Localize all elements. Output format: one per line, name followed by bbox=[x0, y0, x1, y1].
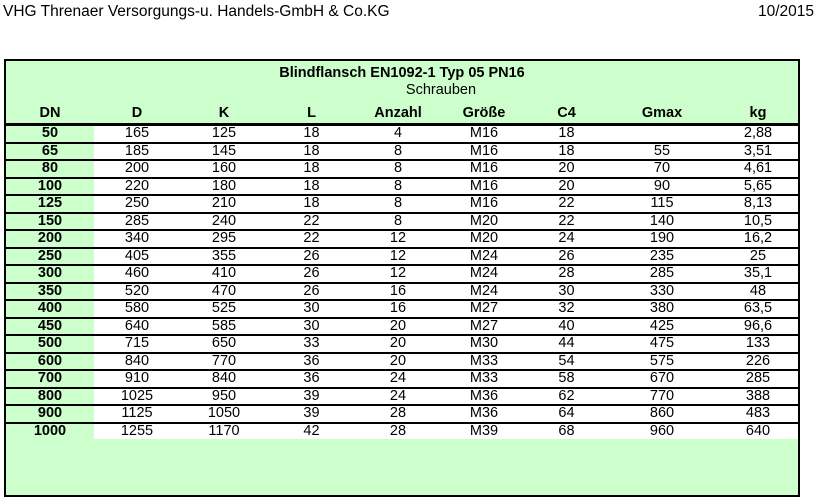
cell-d: 1125 bbox=[94, 405, 180, 423]
cell-gmax: 770 bbox=[606, 388, 718, 406]
cell-gmax: 330 bbox=[606, 283, 718, 301]
cell-kg: 3,51 bbox=[718, 143, 798, 161]
cell-c4: 18 bbox=[527, 143, 606, 161]
table-row bbox=[6, 178, 798, 196]
cell-gmax: 285 bbox=[606, 265, 718, 283]
cell-gmax: 670 bbox=[606, 370, 718, 388]
cell-c4: 68 bbox=[527, 423, 606, 440]
table-row bbox=[6, 423, 798, 440]
cell-anzahl: 12 bbox=[355, 248, 441, 266]
table-row bbox=[6, 160, 798, 178]
column-header-gmax: Gmax bbox=[606, 98, 718, 125]
cell-k: 1170 bbox=[180, 423, 268, 440]
cell-kg: 25 bbox=[718, 248, 798, 266]
cell-dn: 350 bbox=[6, 283, 94, 301]
cell-k: 525 bbox=[180, 300, 268, 318]
cell-dn: 50 bbox=[6, 125, 94, 143]
cell-anzahl: 12 bbox=[355, 230, 441, 248]
cell-gre: M16 bbox=[441, 178, 527, 196]
cell-k: 650 bbox=[180, 335, 268, 353]
cell-anzahl: 20 bbox=[355, 335, 441, 353]
cell-anzahl: 24 bbox=[355, 388, 441, 406]
table-row bbox=[6, 370, 798, 388]
table-row bbox=[6, 265, 798, 283]
table-row bbox=[6, 195, 798, 213]
cell-l: 18 bbox=[268, 195, 355, 213]
cell-k: 1050 bbox=[180, 405, 268, 423]
cell-gmax: 380 bbox=[606, 300, 718, 318]
cell-k: 770 bbox=[180, 353, 268, 371]
cell-c4: 20 bbox=[527, 178, 606, 196]
flange-table bbox=[6, 61, 798, 439]
cell-c4: 58 bbox=[527, 370, 606, 388]
cell-gre: M24 bbox=[441, 265, 527, 283]
table-title: Blindflansch EN1092-1 Typ 05 PN16 bbox=[279, 65, 525, 81]
cell-l: 39 bbox=[268, 388, 355, 406]
cell-c4: 20 bbox=[527, 160, 606, 178]
cell-gmax: 960 bbox=[606, 423, 718, 440]
column-header-gre: Größe bbox=[441, 98, 527, 125]
cell-dn: 80 bbox=[6, 160, 94, 178]
cell-kg: 5,65 bbox=[718, 178, 798, 196]
table-row bbox=[6, 230, 798, 248]
cell-dn: 1000 bbox=[6, 423, 94, 440]
cell-d: 640 bbox=[94, 318, 180, 336]
cell-k: 180 bbox=[180, 178, 268, 196]
cell-k: 295 bbox=[180, 230, 268, 248]
company-name: VHG Threnaer Versorgungs-u. Handels-GmbH & Co.KG bbox=[3, 3, 390, 20]
cell-k: 585 bbox=[180, 318, 268, 336]
cell-dn: 600 bbox=[6, 353, 94, 371]
cell-d: 165 bbox=[94, 125, 180, 143]
cell-gmax: 140 bbox=[606, 213, 718, 231]
table-row bbox=[6, 125, 798, 143]
cell-l: 18 bbox=[268, 178, 355, 196]
cell-gre: M24 bbox=[441, 283, 527, 301]
cell-c4: 40 bbox=[527, 318, 606, 336]
column-header-kg: kg bbox=[718, 98, 798, 125]
cell-anzahl: 8 bbox=[355, 160, 441, 178]
cell-gre: M27 bbox=[441, 318, 527, 336]
cell-gmax: 115 bbox=[606, 195, 718, 213]
cell-l: 30 bbox=[268, 318, 355, 336]
cell-c4: 22 bbox=[527, 195, 606, 213]
cell-d: 840 bbox=[94, 353, 180, 371]
cell-d: 1255 bbox=[94, 423, 180, 440]
cell-l: 36 bbox=[268, 353, 355, 371]
cell-kg: 96,6 bbox=[718, 318, 798, 336]
cell-c4: 32 bbox=[527, 300, 606, 318]
cell-k: 125 bbox=[180, 125, 268, 143]
cell-c4: 30 bbox=[527, 283, 606, 301]
cell-gre: M16 bbox=[441, 160, 527, 178]
cell-gre: M30 bbox=[441, 335, 527, 353]
table-row bbox=[6, 143, 798, 161]
cell-gmax bbox=[606, 125, 718, 143]
cell-l: 18 bbox=[268, 160, 355, 178]
table-row bbox=[6, 353, 798, 371]
cell-dn: 400 bbox=[6, 300, 94, 318]
cell-l: 22 bbox=[268, 213, 355, 231]
cell-dn: 200 bbox=[6, 230, 94, 248]
cell-gre: M27 bbox=[441, 300, 527, 318]
column-header-dn: DN bbox=[6, 98, 94, 125]
cell-gmax: 55 bbox=[606, 143, 718, 161]
cell-c4: 54 bbox=[527, 353, 606, 371]
cell-d: 250 bbox=[94, 195, 180, 213]
cell-k: 240 bbox=[180, 213, 268, 231]
table-body bbox=[6, 125, 798, 440]
cell-l: 42 bbox=[268, 423, 355, 440]
cell-l: 33 bbox=[268, 335, 355, 353]
cell-gmax: 90 bbox=[606, 178, 718, 196]
cell-k: 470 bbox=[180, 283, 268, 301]
table-row bbox=[6, 283, 798, 301]
cell-kg: 2,88 bbox=[718, 125, 798, 143]
cell-l: 36 bbox=[268, 370, 355, 388]
cell-dn: 450 bbox=[6, 318, 94, 336]
cell-c4: 24 bbox=[527, 230, 606, 248]
cell-l: 26 bbox=[268, 265, 355, 283]
cell-anzahl: 20 bbox=[355, 353, 441, 371]
cell-dn: 100 bbox=[6, 178, 94, 196]
cell-kg: 10,5 bbox=[718, 213, 798, 231]
cell-d: 340 bbox=[94, 230, 180, 248]
cell-d: 580 bbox=[94, 300, 180, 318]
cell-gmax: 425 bbox=[606, 318, 718, 336]
cell-gre: M16 bbox=[441, 195, 527, 213]
cell-anzahl: 8 bbox=[355, 213, 441, 231]
cell-gmax: 575 bbox=[606, 353, 718, 371]
cell-dn: 250 bbox=[6, 248, 94, 266]
cell-anzahl: 8 bbox=[355, 178, 441, 196]
cell-dn: 125 bbox=[6, 195, 94, 213]
cell-kg: 285 bbox=[718, 370, 798, 388]
cell-l: 26 bbox=[268, 283, 355, 301]
table-row bbox=[6, 213, 798, 231]
table-row bbox=[6, 300, 798, 318]
cell-anzahl: 24 bbox=[355, 370, 441, 388]
cell-gre: M16 bbox=[441, 125, 527, 143]
cell-c4: 62 bbox=[527, 388, 606, 406]
cell-kg: 63,5 bbox=[718, 300, 798, 318]
cell-d: 200 bbox=[94, 160, 180, 178]
cell-d: 220 bbox=[94, 178, 180, 196]
table-row bbox=[6, 318, 798, 336]
cell-anzahl: 28 bbox=[355, 423, 441, 440]
cell-kg: 16,2 bbox=[718, 230, 798, 248]
cell-c4: 64 bbox=[527, 405, 606, 423]
cell-anzahl: 16 bbox=[355, 283, 441, 301]
cell-c4: 26 bbox=[527, 248, 606, 266]
cell-dn: 500 bbox=[6, 335, 94, 353]
cell-c4: 44 bbox=[527, 335, 606, 353]
cell-anzahl: 8 bbox=[355, 195, 441, 213]
table-row bbox=[6, 405, 798, 423]
cell-d: 285 bbox=[94, 213, 180, 231]
cell-gre: M36 bbox=[441, 405, 527, 423]
cell-anzahl: 28 bbox=[355, 405, 441, 423]
cell-gre: M36 bbox=[441, 388, 527, 406]
column-header-l: L bbox=[268, 98, 355, 125]
cell-dn: 800 bbox=[6, 388, 94, 406]
cell-d: 520 bbox=[94, 283, 180, 301]
cell-k: 160 bbox=[180, 160, 268, 178]
cell-c4: 18 bbox=[527, 125, 606, 143]
cell-kg: 388 bbox=[718, 388, 798, 406]
cell-kg: 35,1 bbox=[718, 265, 798, 283]
table-row bbox=[6, 248, 798, 266]
cell-gre: M24 bbox=[441, 248, 527, 266]
cell-anzahl: 4 bbox=[355, 125, 441, 143]
cell-dn: 700 bbox=[6, 370, 94, 388]
cell-gre: M33 bbox=[441, 370, 527, 388]
column-headers bbox=[6, 98, 798, 125]
cell-kg: 4,61 bbox=[718, 160, 798, 178]
cell-c4: 22 bbox=[527, 213, 606, 231]
cell-kg: 133 bbox=[718, 335, 798, 353]
cell-k: 950 bbox=[180, 388, 268, 406]
cell-gre: M33 bbox=[441, 353, 527, 371]
column-header-d: D bbox=[94, 98, 180, 125]
cell-gre: M16 bbox=[441, 143, 527, 161]
cell-kg: 8,13 bbox=[718, 195, 798, 213]
cell-l: 39 bbox=[268, 405, 355, 423]
cell-kg: 48 bbox=[718, 283, 798, 301]
table-row bbox=[6, 335, 798, 353]
cell-kg: 483 bbox=[718, 405, 798, 423]
cell-gre: M20 bbox=[441, 213, 527, 231]
cell-dn: 300 bbox=[6, 265, 94, 283]
column-header-k: K bbox=[180, 98, 268, 125]
cell-k: 355 bbox=[180, 248, 268, 266]
bolts-group-label: Schrauben bbox=[405, 82, 477, 98]
document-date: 10/2015 bbox=[757, 3, 814, 20]
cell-kg: 226 bbox=[718, 353, 798, 371]
cell-c4: 28 bbox=[527, 265, 606, 283]
cell-gre: M20 bbox=[441, 230, 527, 248]
cell-gmax: 70 bbox=[606, 160, 718, 178]
cell-gre: M39 bbox=[441, 423, 527, 440]
cell-k: 145 bbox=[180, 143, 268, 161]
cell-d: 460 bbox=[94, 265, 180, 283]
cell-l: 22 bbox=[268, 230, 355, 248]
cell-gmax: 860 bbox=[606, 405, 718, 423]
cell-anzahl: 12 bbox=[355, 265, 441, 283]
column-header-anzahl: Anzahl bbox=[355, 98, 441, 125]
column-header-c4: C4 bbox=[527, 98, 606, 125]
cell-l: 26 bbox=[268, 248, 355, 266]
cell-l: 30 bbox=[268, 300, 355, 318]
cell-gmax: 235 bbox=[606, 248, 718, 266]
cell-k: 410 bbox=[180, 265, 268, 283]
cell-gmax: 190 bbox=[606, 230, 718, 248]
cell-d: 405 bbox=[94, 248, 180, 266]
cell-k: 210 bbox=[180, 195, 268, 213]
cell-dn: 65 bbox=[6, 143, 94, 161]
cell-d: 715 bbox=[94, 335, 180, 353]
flange-table-container bbox=[4, 59, 800, 497]
cell-anzahl: 8 bbox=[355, 143, 441, 161]
cell-l: 18 bbox=[268, 143, 355, 161]
cell-l: 18 bbox=[268, 125, 355, 143]
table-row bbox=[6, 388, 798, 406]
cell-kg: 640 bbox=[718, 423, 798, 440]
cell-d: 910 bbox=[94, 370, 180, 388]
cell-d: 1025 bbox=[94, 388, 180, 406]
cell-k: 840 bbox=[180, 370, 268, 388]
cell-dn: 150 bbox=[6, 213, 94, 231]
cell-gmax: 475 bbox=[606, 335, 718, 353]
cell-dn: 900 bbox=[6, 405, 94, 423]
cell-anzahl: 16 bbox=[355, 300, 441, 318]
cell-d: 185 bbox=[94, 143, 180, 161]
cell-anzahl: 20 bbox=[355, 318, 441, 336]
